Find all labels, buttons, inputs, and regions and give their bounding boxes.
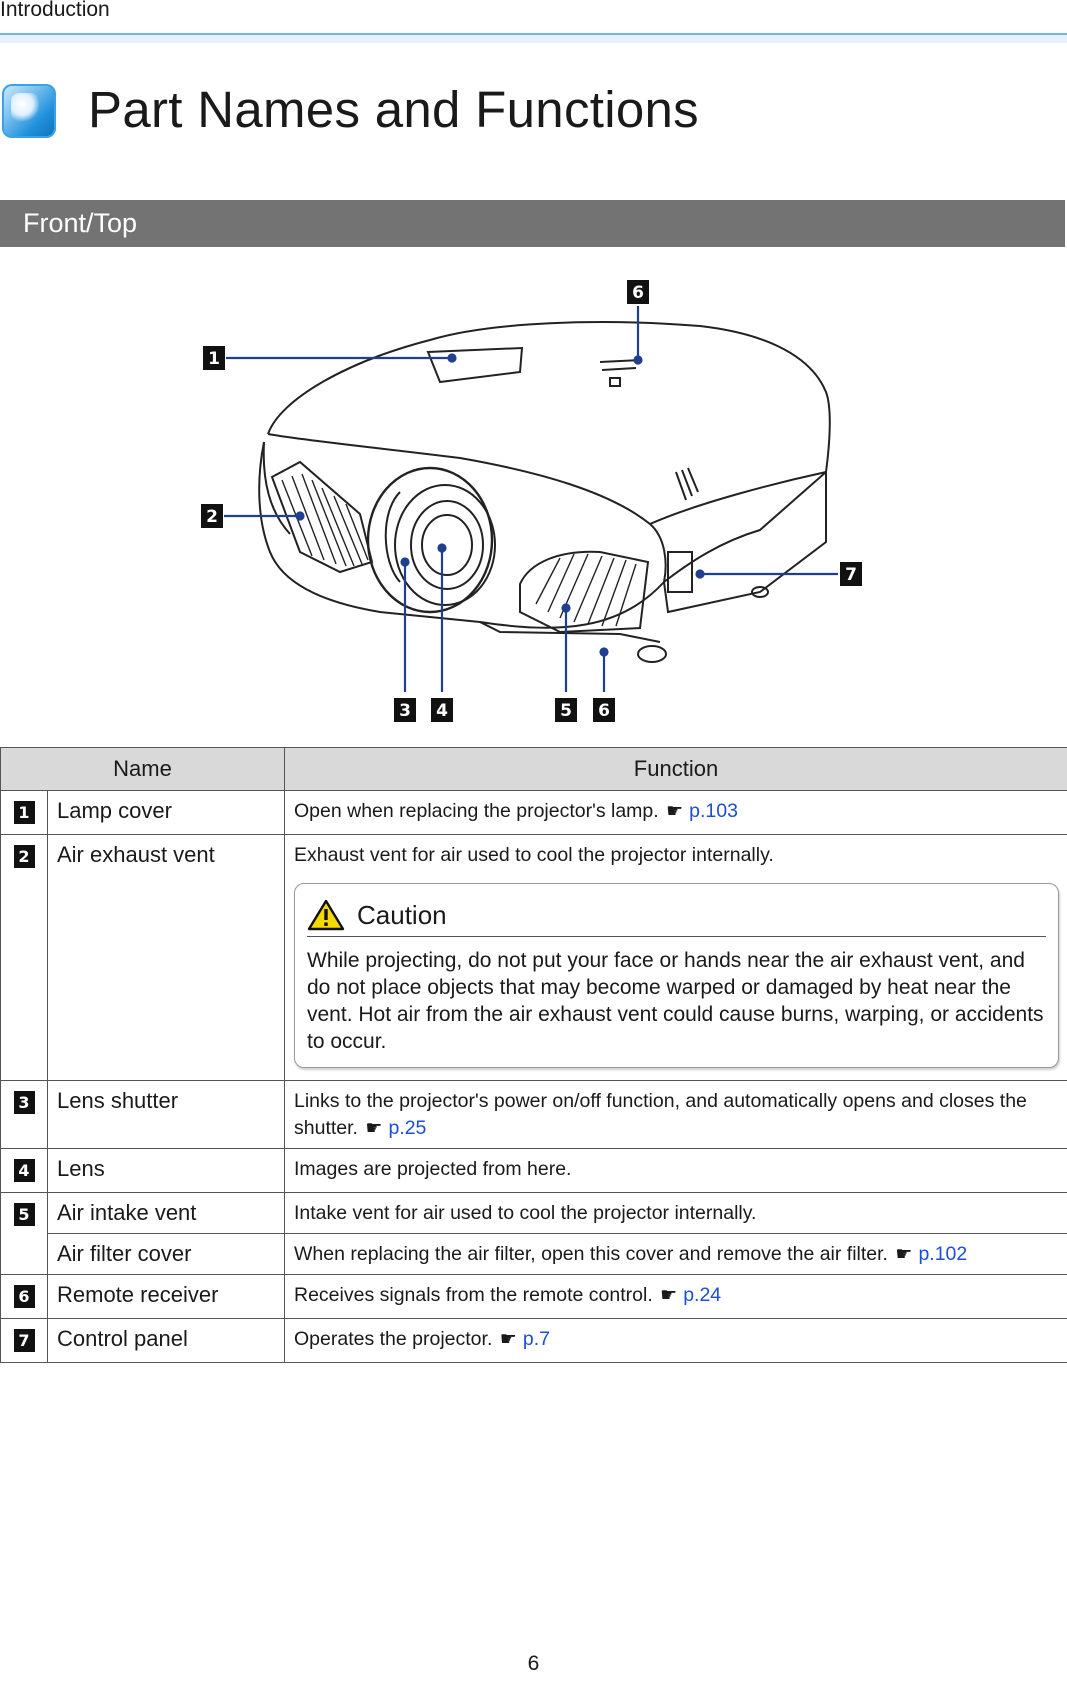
part-function — [285, 1319, 1067, 1363]
pointing-hand-icon: ☛ — [895, 1243, 913, 1265]
pointing-hand-icon: ☛ — [660, 1284, 678, 1306]
table-row — [1, 791, 1067, 835]
part-name: Air intake vent — [48, 1193, 285, 1234]
callout-label-6-top: 6 — [632, 283, 644, 303]
callout-label-2: 2 — [206, 507, 218, 527]
part-name: Lamp cover — [48, 791, 285, 835]
header-function: Function — [285, 748, 1067, 791]
part-function — [285, 1275, 1067, 1319]
part-function — [285, 835, 1067, 1081]
row-number — [1, 1275, 48, 1319]
table-row — [1, 1193, 1067, 1234]
part-function — [285, 1193, 1067, 1234]
section-title: Front/Top — [23, 208, 138, 238]
table-row — [1, 1275, 1067, 1319]
number-badge: 7 — [14, 1329, 35, 1352]
part-function — [285, 1149, 1067, 1193]
row-number — [1, 1193, 48, 1275]
pointing-hand-icon: ☛ — [666, 800, 684, 822]
header-name: Name — [1, 748, 285, 791]
number-badge: 3 — [14, 1091, 35, 1114]
header-band — [0, 35, 1067, 43]
part-name: Air exhaust vent — [48, 835, 285, 1081]
table-row — [1, 1234, 1067, 1275]
function-text: When replacing the air filter, open this cover and remove the air filter. — [294, 1243, 888, 1265]
pointing-hand-icon: ☛ — [365, 1117, 383, 1139]
number-badge: 1 — [14, 801, 35, 824]
row-number — [1, 1081, 48, 1149]
row-number — [1, 791, 48, 835]
projector-illustration — [0, 262, 1067, 732]
row-number — [1, 1319, 48, 1363]
section-bar — [0, 200, 1065, 247]
number-badge: 2 — [14, 845, 35, 868]
page-number: 6 — [527, 1652, 540, 1675]
callout-label-7: 7 — [845, 565, 857, 585]
table-row — [1, 1081, 1067, 1149]
page-title: Part Names and Functions — [88, 81, 699, 138]
table-row — [1, 1319, 1067, 1363]
title-bullet-icon — [2, 84, 56, 138]
page-reference-link[interactable]: p.7 — [522, 1328, 550, 1350]
number-badge: 4 — [14, 1159, 35, 1182]
parts-table — [0, 747, 1067, 1363]
table-row — [1, 835, 1067, 1081]
function-text: Intake vent for air used to cool the projector internally. — [294, 1202, 757, 1224]
caution-title: Caution — [357, 899, 447, 930]
part-name: Lens shutter — [48, 1081, 285, 1149]
part-function — [285, 791, 1067, 835]
part-function — [285, 1081, 1067, 1149]
function-text: Links to the projector's power on/off function, and automatically opens and closes the shutter. — [294, 1090, 1027, 1139]
function-text: Exhaust vent for air used to cool the projector internally. — [294, 844, 774, 866]
callout-label-4: 4 — [436, 701, 448, 721]
pointing-hand-icon: ☛ — [499, 1328, 517, 1350]
page-reference-link[interactable]: p.24 — [683, 1284, 722, 1306]
callout-label-1: 1 — [208, 349, 220, 369]
caution-box — [294, 883, 1059, 1068]
page-reference-link[interactable]: p.103 — [689, 800, 738, 822]
callout-label-3: 3 — [399, 701, 411, 721]
callout-label-6-bottom: 6 — [598, 701, 610, 721]
number-badge: 5 — [14, 1203, 35, 1226]
function-text: Images are projected from here. — [294, 1158, 572, 1180]
callout-label-5: 5 — [560, 701, 572, 721]
part-name: Lens — [48, 1149, 285, 1193]
function-text: Receives signals from the remote control. — [294, 1284, 653, 1306]
table-row — [1, 1149, 1067, 1193]
row-number — [1, 835, 48, 1081]
page-reference-link[interactable]: p.102 — [918, 1243, 968, 1265]
warning-icon — [307, 899, 345, 931]
number-badge: 6 — [14, 1285, 35, 1308]
part-name: Air filter cover — [48, 1234, 285, 1275]
part-function — [285, 1234, 1067, 1275]
function-text: Open when replacing the projector's lamp. — [294, 800, 659, 822]
table-header-row — [1, 748, 1067, 791]
header-section-label: Introduction — [0, 0, 110, 21]
page-reference-link[interactable]: p.25 — [388, 1117, 427, 1139]
projector-diagram — [0, 262, 1067, 732]
row-number — [1, 1149, 48, 1193]
caution-text: While projecting, do not put your face or hands near the air exhaust vent, and do not place objects that may become warped or damaged by heat near the vent. Hot air from the air exhaust vent could cause burns, warping, or accidents to occur. — [307, 949, 1044, 1053]
function-text: Operates the projector. — [294, 1328, 493, 1350]
part-name: Remote receiver — [48, 1275, 285, 1319]
part-name: Control panel — [48, 1319, 285, 1363]
caution-header — [307, 894, 1046, 937]
